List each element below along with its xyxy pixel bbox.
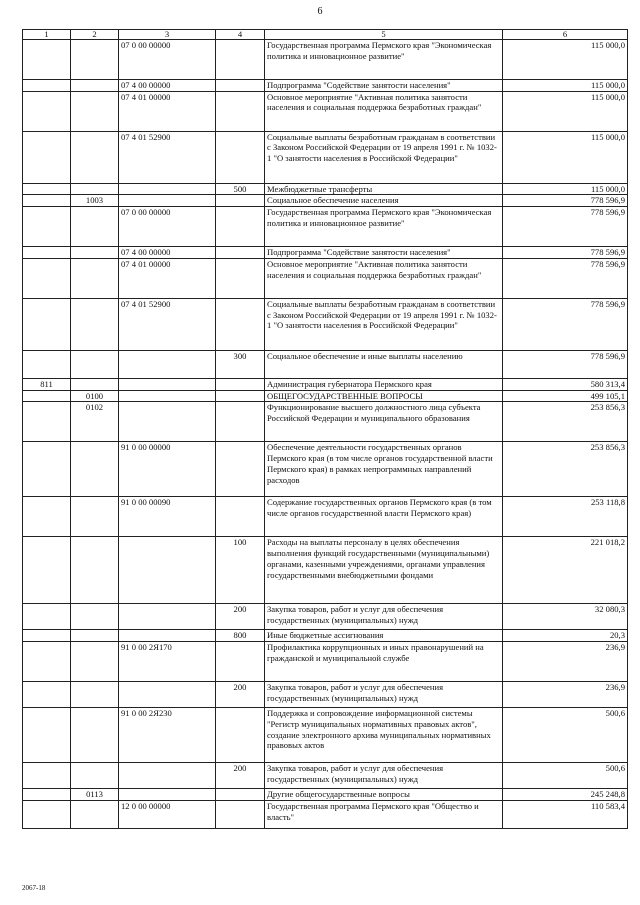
amount-cell: 20,3 xyxy=(503,630,628,642)
description-cell: Другие общегосударственные вопросы xyxy=(265,789,503,801)
table-row xyxy=(23,497,628,537)
footer-code: 2067-18 xyxy=(22,884,46,892)
expense-type-cell: 200 xyxy=(216,604,265,630)
target-article-cell xyxy=(119,378,216,390)
expense-type-cell xyxy=(216,390,265,402)
amount-cell: 778 596,9 xyxy=(503,247,628,259)
expense-type-cell: 500 xyxy=(216,183,265,195)
admin-code-cell xyxy=(23,258,71,298)
section-code-cell xyxy=(71,708,119,763)
target-article-cell: 91 0 00 2Я230 xyxy=(119,708,216,763)
section-code-cell xyxy=(71,80,119,92)
amount-cell: 115 000,0 xyxy=(503,183,628,195)
admin-code-cell xyxy=(23,298,71,350)
column-header-3: 3 xyxy=(119,30,216,40)
description-cell: Социальное обеспечение и иные выплаты населению xyxy=(265,350,503,378)
section-code-cell xyxy=(71,207,119,247)
section-code-cell xyxy=(71,763,119,789)
description-cell: Основное мероприятие "Активная политика занятости населения и социальная поддержка безработных граждан" xyxy=(265,258,503,298)
admin-code-cell xyxy=(23,800,71,828)
section-code-cell xyxy=(71,682,119,708)
description-cell: Социальные выплаты безработным гражданам в соответствии с Законом Российской Федерации от 19 апреля 1991 г. № 1032-1 "О занятости населения в Российской Федерации" xyxy=(265,298,503,350)
table-row xyxy=(23,390,628,402)
section-code-cell: 1003 xyxy=(71,195,119,207)
table-row xyxy=(23,350,628,378)
description-cell: ОБЩЕГОСУДАРСТВЕННЫЕ ВОПРОСЫ xyxy=(265,390,503,402)
description-cell: Иные бюджетные ассигнования xyxy=(265,630,503,642)
description-cell: Социальные выплаты безработным гражданам в соответствии с Законом Российской Федерации от 19 апреля 1991 г. № 1032-1 "О занятости населения в Российской Федерации" xyxy=(265,131,503,183)
table-row xyxy=(23,91,628,131)
target-article-cell xyxy=(119,789,216,801)
column-header-6: 6 xyxy=(503,30,628,40)
table-row xyxy=(23,378,628,390)
section-code-cell: 0100 xyxy=(71,390,119,402)
description-cell: Закупка товаров, работ и услуг для обеспечения государственных (муниципальных) нужд xyxy=(265,604,503,630)
description-cell: Профилактика коррупционных и иных правонарушений на гражданской и муниципальной службе xyxy=(265,642,503,682)
admin-code-cell xyxy=(23,350,71,378)
admin-code-cell xyxy=(23,537,71,604)
table-body xyxy=(23,40,628,829)
table-row xyxy=(23,763,628,789)
description-cell: Межбюджетные трансферты xyxy=(265,183,503,195)
section-code-cell xyxy=(71,442,119,497)
column-header-2: 2 xyxy=(71,30,119,40)
expense-type-cell xyxy=(216,378,265,390)
section-code-cell xyxy=(71,378,119,390)
amount-cell: 221 018,2 xyxy=(503,537,628,604)
target-article-cell xyxy=(119,537,216,604)
section-code-cell xyxy=(71,298,119,350)
table-row xyxy=(23,442,628,497)
expense-type-cell xyxy=(216,708,265,763)
description-cell: Социальное обеспечение населения xyxy=(265,195,503,207)
target-article-cell: 07 4 01 52900 xyxy=(119,131,216,183)
description-cell: Подпрограмма "Содействие занятости населения" xyxy=(265,80,503,92)
admin-code-cell xyxy=(23,183,71,195)
admin-code-cell xyxy=(23,91,71,131)
table-row xyxy=(23,604,628,630)
amount-cell: 253 118,8 xyxy=(503,497,628,537)
amount-cell: 778 596,9 xyxy=(503,258,628,298)
admin-code-cell xyxy=(23,708,71,763)
expense-type-cell xyxy=(216,207,265,247)
section-code-cell xyxy=(71,630,119,642)
expense-type-cell xyxy=(216,402,265,442)
section-code-cell xyxy=(71,800,119,828)
description-cell: Государственная программа Пермского края "Экономическая политика и инновационное развитие" xyxy=(265,40,503,80)
amount-cell: 778 596,9 xyxy=(503,207,628,247)
description-cell: Закупка товаров, работ и услуг для обеспечения государственных (муниципальных) нужд xyxy=(265,763,503,789)
amount-cell: 580 313,4 xyxy=(503,378,628,390)
section-code-cell xyxy=(71,258,119,298)
description-cell: Функционирование высшего должностного лица субъекта Российской Федерации и муниципального образования xyxy=(265,402,503,442)
table-row xyxy=(23,298,628,350)
expense-type-cell xyxy=(216,442,265,497)
expense-type-cell: 800 xyxy=(216,630,265,642)
admin-code-cell xyxy=(23,80,71,92)
admin-code-cell xyxy=(23,390,71,402)
section-code-cell xyxy=(71,183,119,195)
table-row xyxy=(23,258,628,298)
target-article-cell: 07 0 00 00000 xyxy=(119,207,216,247)
expense-type-cell xyxy=(216,800,265,828)
amount-cell: 778 596,9 xyxy=(503,350,628,378)
target-article-cell xyxy=(119,604,216,630)
column-header-4: 4 xyxy=(216,30,265,40)
target-article-cell xyxy=(119,402,216,442)
admin-code-cell xyxy=(23,247,71,259)
column-number-row xyxy=(23,30,628,40)
table-row xyxy=(23,80,628,92)
table-row xyxy=(23,789,628,801)
expense-type-cell xyxy=(216,195,265,207)
admin-code-cell xyxy=(23,442,71,497)
amount-cell: 32 080,3 xyxy=(503,604,628,630)
section-code-cell xyxy=(71,247,119,259)
table-row xyxy=(23,630,628,642)
description-cell: Основное мероприятие "Активная политика занятости населения и социальная поддержка безработных граждан" xyxy=(265,91,503,131)
expense-type-cell xyxy=(216,131,265,183)
expense-type-cell xyxy=(216,80,265,92)
description-cell: Подпрограмма "Содействие занятости населения" xyxy=(265,247,503,259)
expense-type-cell xyxy=(216,298,265,350)
section-code-cell xyxy=(71,40,119,80)
admin-code-cell xyxy=(23,402,71,442)
expense-type-cell xyxy=(216,789,265,801)
amount-cell: 115 000,0 xyxy=(503,80,628,92)
amount-cell: 499 105,1 xyxy=(503,390,628,402)
section-code-cell xyxy=(71,131,119,183)
description-cell: Содержание государственных органов Пермского края (в том числе органов государственной власти Пермского края) xyxy=(265,497,503,537)
expense-type-cell xyxy=(216,642,265,682)
table-row xyxy=(23,800,628,828)
description-cell: Администрация губернатора Пермского края xyxy=(265,378,503,390)
section-code-cell xyxy=(71,642,119,682)
expense-type-cell xyxy=(216,497,265,537)
amount-cell: 236,9 xyxy=(503,682,628,708)
admin-code-cell xyxy=(23,195,71,207)
admin-code-cell xyxy=(23,789,71,801)
expense-type-cell: 200 xyxy=(216,763,265,789)
admin-code-cell xyxy=(23,40,71,80)
admin-code-cell xyxy=(23,642,71,682)
target-article-cell: 12 0 00 00000 xyxy=(119,800,216,828)
description-cell: Расходы на выплаты персоналу в целях обеспечения выполнения функций государственными (муниципальными) органами, казенными учреждениями, органами управления государственными внебюджетными фондами xyxy=(265,537,503,604)
amount-cell: 500,6 xyxy=(503,763,628,789)
amount-cell: 236,9 xyxy=(503,642,628,682)
admin-code-cell xyxy=(23,604,71,630)
expense-type-cell: 300 xyxy=(216,350,265,378)
target-article-cell: 07 4 01 00000 xyxy=(119,91,216,131)
amount-cell: 778 596,9 xyxy=(503,195,628,207)
target-article-cell: 07 4 00 00000 xyxy=(119,247,216,259)
admin-code-cell xyxy=(23,497,71,537)
admin-code-cell: 811 xyxy=(23,378,71,390)
amount-cell: 245 248,8 xyxy=(503,789,628,801)
amount-cell: 778 596,9 xyxy=(503,298,628,350)
target-article-cell: 07 4 00 00000 xyxy=(119,80,216,92)
expense-type-cell xyxy=(216,91,265,131)
description-cell: Государственная программа Пермского края "Общество и власть" xyxy=(265,800,503,828)
target-article-cell xyxy=(119,630,216,642)
amount-cell: 253 856,3 xyxy=(503,402,628,442)
table-row xyxy=(23,195,628,207)
target-article-cell xyxy=(119,183,216,195)
admin-code-cell xyxy=(23,630,71,642)
table-row xyxy=(23,402,628,442)
amount-cell: 115 000,0 xyxy=(503,40,628,80)
description-cell: Поддержка и сопровождение информационной системы "Регистр муниципальных нормативных правовых актов", создание электронного архива муниципальных нормативных правовых актов xyxy=(265,708,503,763)
target-article-cell: 07 0 00 00000 xyxy=(119,40,216,80)
amount-cell: 500,6 xyxy=(503,708,628,763)
table-row xyxy=(23,131,628,183)
page-number: 6 xyxy=(317,6,323,17)
admin-code-cell xyxy=(23,682,71,708)
expense-type-cell xyxy=(216,40,265,80)
section-code-cell xyxy=(71,604,119,630)
target-article-cell: 07 4 01 00000 xyxy=(119,258,216,298)
amount-cell: 253 856,3 xyxy=(503,442,628,497)
target-article-cell xyxy=(119,350,216,378)
target-article-cell: 07 4 01 52900 xyxy=(119,298,216,350)
target-article-cell: 91 0 00 2Я170 xyxy=(119,642,216,682)
table-row xyxy=(23,537,628,604)
table-row xyxy=(23,207,628,247)
target-article-cell: 91 0 00 00090 xyxy=(119,497,216,537)
section-code-cell xyxy=(71,537,119,604)
table-row xyxy=(23,682,628,708)
section-code-cell xyxy=(71,91,119,131)
target-article-cell xyxy=(119,390,216,402)
admin-code-cell xyxy=(23,207,71,247)
section-code-cell: 0113 xyxy=(71,789,119,801)
table-row xyxy=(23,247,628,259)
expense-type-cell: 200 xyxy=(216,682,265,708)
table-row xyxy=(23,40,628,80)
expense-type-cell xyxy=(216,247,265,259)
amount-cell: 115 000,0 xyxy=(503,91,628,131)
section-code-cell xyxy=(71,350,119,378)
description-cell: Государственная программа Пермского края "Экономическая политика и инновационное развитие" xyxy=(265,207,503,247)
budget-table xyxy=(22,29,628,829)
target-article-cell xyxy=(119,195,216,207)
admin-code-cell xyxy=(23,131,71,183)
section-code-cell: 0102 xyxy=(71,402,119,442)
amount-cell: 115 000,0 xyxy=(503,131,628,183)
table-row xyxy=(23,642,628,682)
target-article-cell: 91 0 00 00000 xyxy=(119,442,216,497)
admin-code-cell xyxy=(23,763,71,789)
amount-cell: 110 583,4 xyxy=(503,800,628,828)
section-code-cell xyxy=(71,497,119,537)
description-cell: Обеспечение деятельности государственных органов Пермского края (в том числе органов государственной власти Пермского края) в рамках непрограммных направлений расходов xyxy=(265,442,503,497)
target-article-cell xyxy=(119,763,216,789)
target-article-cell xyxy=(119,682,216,708)
column-header-5: 5 xyxy=(265,30,503,40)
table-row xyxy=(23,183,628,195)
table-row xyxy=(23,708,628,763)
description-cell: Закупка товаров, работ и услуг для обеспечения государственных (муниципальных) нужд xyxy=(265,682,503,708)
column-header-1: 1 xyxy=(23,30,71,40)
expense-type-cell xyxy=(216,258,265,298)
expense-type-cell: 100 xyxy=(216,537,265,604)
